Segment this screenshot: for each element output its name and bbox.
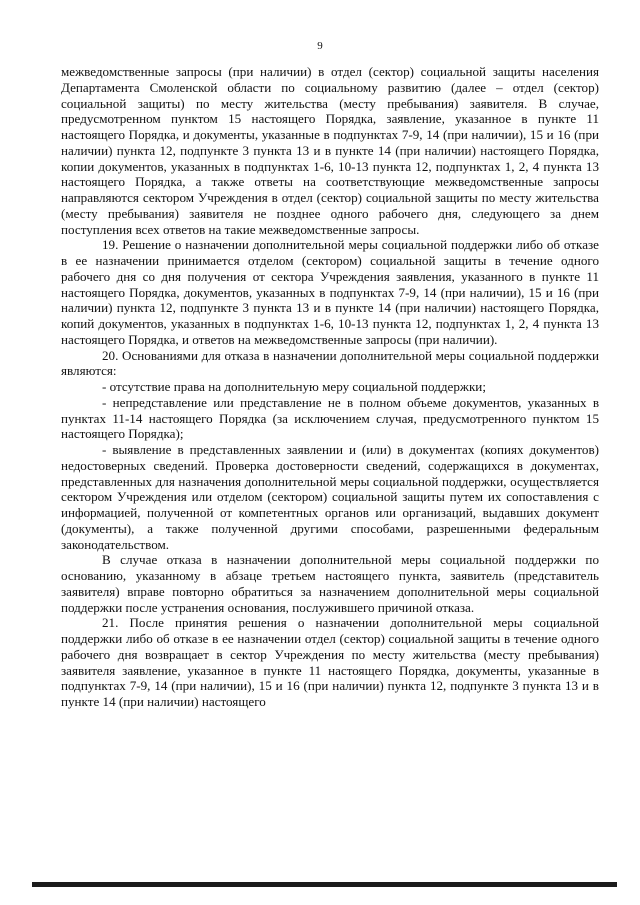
- paragraph-20: 20. Основаниями для отказа в назначении дополнительной меры социальной поддержки являются:: [61, 347, 599, 379]
- paragraph-18-continuation: межведомственные запросы (при наличии) в отдел (сектор) социальной защиты населения Департамента Смоленской области по социальному развитию (далее – отдел (сектор) социальной защиты) по месту жительства (месту пребывания) заявителя. В случае, предусмотренном пунктом 15 настоящего Порядка, заявление, указанное в пункте 11 настоящего Порядка, и документы, указанные в подпунктах 7-9, 14 (при наличии), 15 и 16 (при наличии) пункта 12, подпункте 3 пункта 13 и в пункте 14 (при наличии) настоящего Порядка, копии документов, указанных в подпунктах 1-6, 10-13 пункта 12, подпунктах 1, 2, 4 пункта 13 настоящего Порядка, а также ответы на соответствующие межведомственные запросы направляются сектором Учреждения в отдел (сектор) социальной защиты по месту жительства (месту пребывания) заявителя не позднее одного рабочего дня, следующего за днем поступления всех ответов на такие межведомственные запросы.: [61, 64, 599, 237]
- paragraph-repeat-application: В случае отказа в назначении дополнительной меры социальной поддержки по основанию, указанному в абзаце третьем настоящего пункта, заявитель (представитель заявителя) вправе повторно обратиться за назначением дополнительной меры социальной поддержки после устранения основания, послужившего причиной отказа.: [61, 552, 599, 615]
- paragraph-21: 21. После принятия решения о назначении дополнительной меры социальной поддержки либо об отказе в ее назначении отдел (сектор) социальной защиты в течение одного рабочего дня возвращает в сектор Учреждения по месту жительства (месту пребывания) заявителя заявление, указанное в пункте 11 настоящего Порядка, документы, указанные в подпунктах 7-9, 14 (при наличии), 15 и 16 (при наличии) пункта 12, подпункте 3 пункта 13 и в пункте 14 (при наличии) настоящего: [61, 615, 599, 709]
- document-body: [61, 64, 599, 710]
- scan-edge-bar: [32, 882, 617, 887]
- page-number: 9: [317, 40, 323, 52]
- paragraph-19: 19. Решение о назначении дополнительной меры социальной поддержки либо об отказе в ее назначении принимается отделом (сектором) социальной защиты в течение одного рабочего дня со дня получения от сектора Учреждения заявления, указанного в пункте 11 настоящего Порядка, документов, указанных в подпунктах 7-9, 14 (при наличии), 15 и 16 (при наличии) пункта 12, подпункте 3 пункта 13 и в пункте 14 (при наличии) настоящего Порядка, копий документов, указанных в подпунктах 1-6, 10-13 пункта 12, подпунктах 1, 2, 4 пункта 13 настоящего Порядка, и ответов на межведомственные запросы (при наличии).: [61, 237, 599, 347]
- list-item-no-right: - отсутствие права на дополнительную меру социальной поддержки;: [102, 379, 486, 394]
- list-item-false-information: - выявление в представленных заявлении и (или) в документах (копиях документов) недостоверных сведений. Проверка достоверности сведений, содержащихся в документах, представленных для назначения дополнительной меры социальной поддержки, осуществляется сектором Учреждения или отделом (сектором) социальной защиты путем их сопоставления с информацией, полученной от компетентных органов или организаций, выдавших документ (документы), а также полученной другими способами, разрешенными федеральным законодательством.: [61, 442, 599, 552]
- list-item-missing-documents: - непредставление или представление не в полном объеме документов, указанных в пунктах 11-14 настоящего Порядка (за исключением случая, предусмотренного пунктом 15 настоящего Порядка);: [61, 394, 599, 442]
